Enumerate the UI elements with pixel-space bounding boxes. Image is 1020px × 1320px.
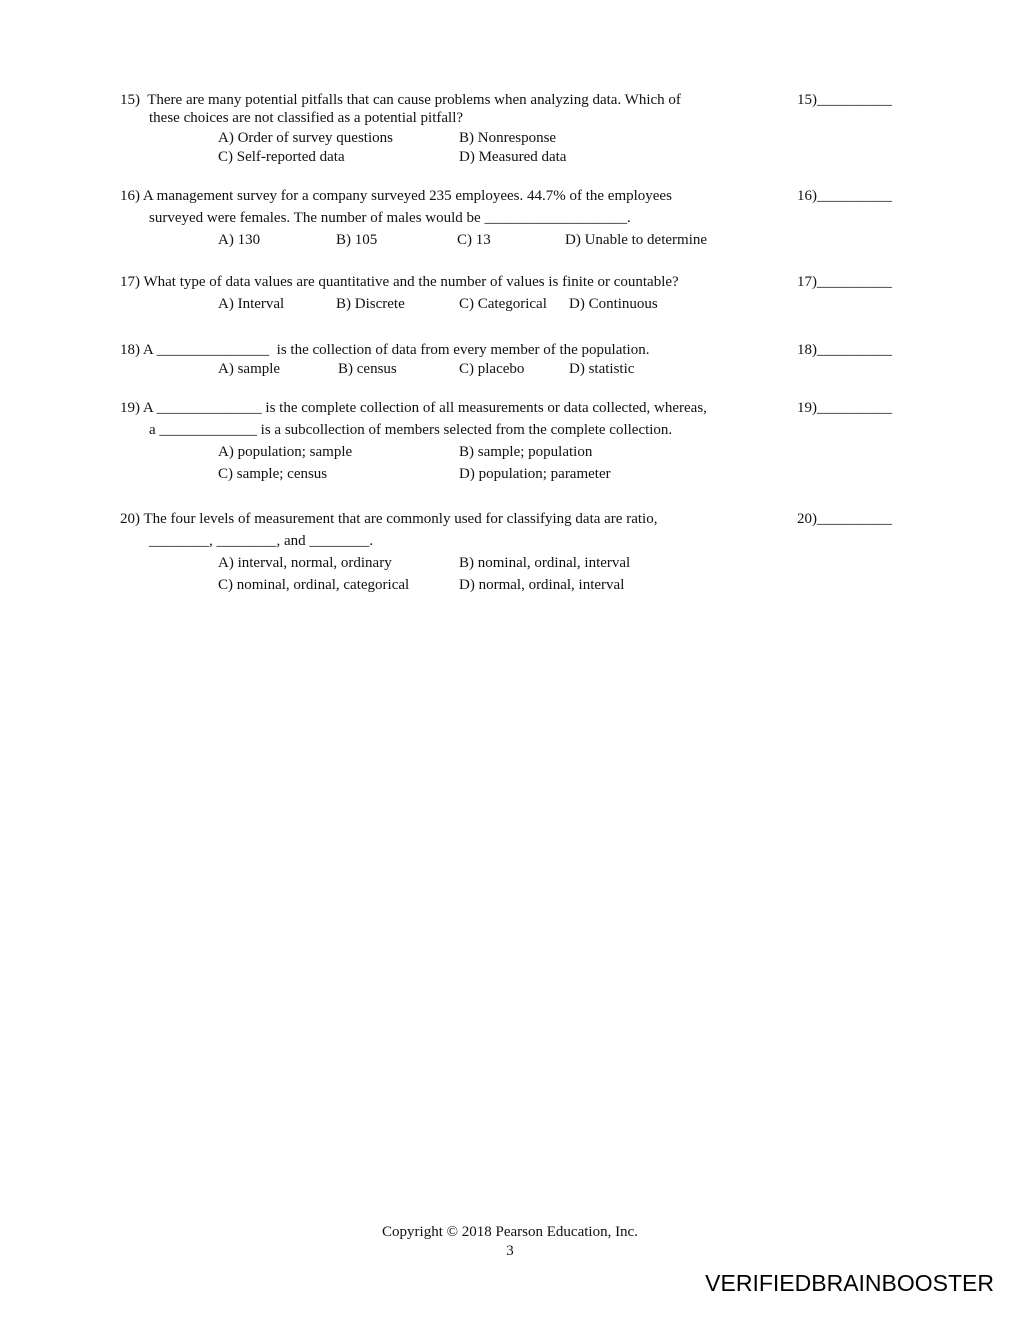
answer-blank: 17)__________ (797, 274, 892, 290)
answer-blank: 16)__________ (797, 188, 892, 204)
answer-blank: 19)__________ (797, 400, 892, 416)
choice-b: B) Nonresponse (459, 130, 557, 146)
choice-d: D) Continuous (569, 296, 658, 312)
choice-c: C) placebo (459, 361, 525, 377)
question-stem-line: 19) A ______________ is the complete collection of all measurements or data collected, whereas, (120, 400, 707, 416)
copyright-notice: Copyright © 2018 Pearson Education, Inc. (382, 1224, 638, 1240)
choice-a: A) sample (218, 361, 281, 377)
choice-a: A) population; sample (218, 444, 353, 460)
question-stem-line: ________, ________, and ________. (149, 533, 374, 549)
question-stem-line: 20) The four levels of measurement that are commonly used for classifying data are ratio, (120, 511, 658, 527)
choice-a: A) interval, normal, ordinary (218, 555, 392, 571)
watermark-text: VERIFIEDBRAINBOOSTER (705, 1270, 994, 1296)
choice-c: C) 13 (457, 232, 491, 248)
answer-blank: 20)__________ (797, 511, 892, 527)
question-stem-line: 16) A management survey for a company surveyed 235 employees. 44.7% of the employees (120, 188, 672, 204)
choice-b: B) nominal, ordinal, interval (459, 555, 631, 571)
question-stem-line: 15) There are many potential pitfalls that can cause problems when analyzing data. Which of (120, 92, 681, 108)
question-stem-line: these choices are not classified as a potential pitfall? (149, 110, 464, 126)
choice-b: B) 105 (336, 232, 378, 248)
choice-b: B) Discrete (336, 296, 405, 312)
answer-blank: 18)__________ (797, 342, 892, 358)
choice-c: C) nominal, ordinal, categorical (218, 577, 410, 593)
choice-c: C) Self-reported data (218, 149, 345, 165)
choice-a: A) 130 (218, 232, 261, 248)
choice-b: B) census (338, 361, 397, 377)
question-stem-line: a _____________ is a subcollection of members selected from the complete collection. (149, 422, 673, 438)
choice-d: D) Measured data (459, 149, 567, 165)
choice-d: D) normal, ordinal, interval (459, 577, 625, 593)
choice-c: C) Categorical (459, 296, 547, 312)
question-stem-line: 17) What type of data values are quantitative and the number of values is finite or countable? (120, 274, 679, 290)
choice-a: A) Order of survey questions (218, 130, 393, 146)
choice-d: D) Unable to determine (565, 232, 708, 248)
choice-d: D) statistic (569, 361, 635, 377)
choice-b: B) sample; population (459, 444, 593, 460)
question-stem-line: surveyed were females. The number of males would be ___________________. (149, 210, 631, 226)
answer-blank: 15)__________ (797, 92, 892, 108)
choice-a: A) Interval (218, 296, 285, 312)
question-stem-line: 18) A _______________ is the collection of data from every member of the population. (120, 342, 650, 358)
choice-d: D) population; parameter (459, 466, 611, 482)
page-number: 3 (506, 1243, 514, 1259)
choice-c: C) sample; census (218, 466, 328, 482)
